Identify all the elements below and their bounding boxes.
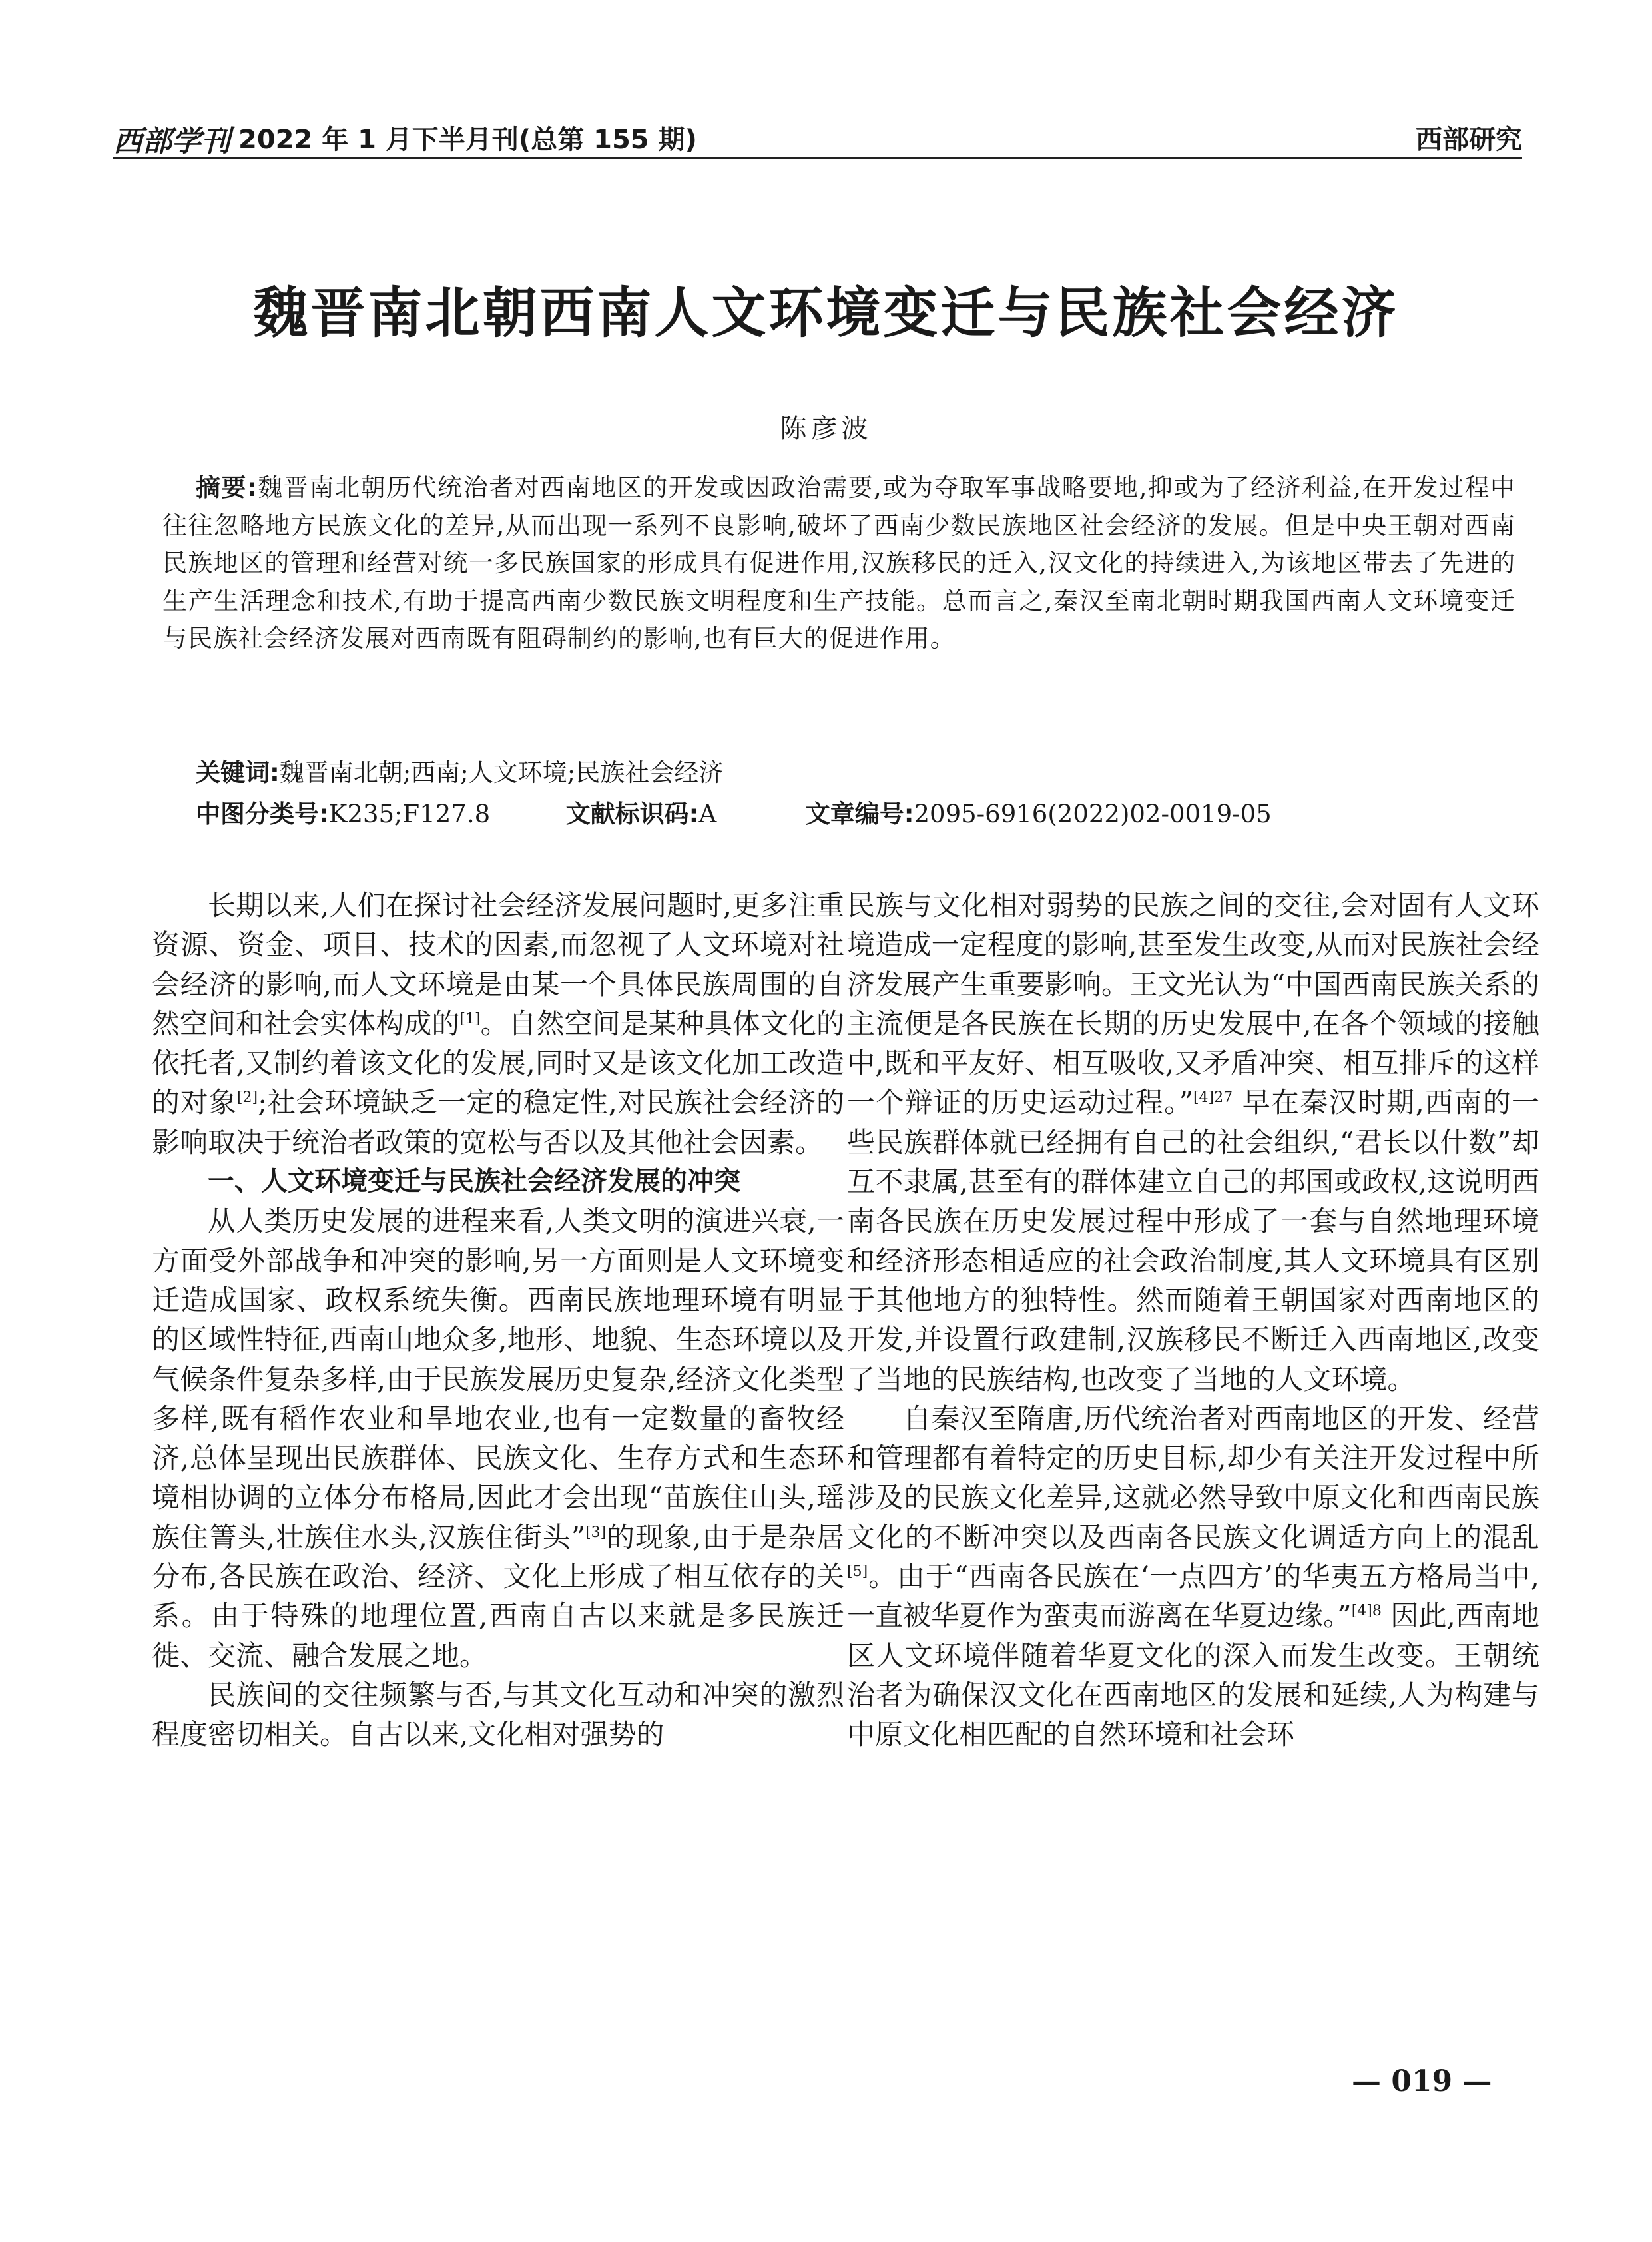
article-number-label: 文章编号: [805, 800, 914, 828]
author-name: 陈彦波 [780, 414, 872, 444]
citation: [4]27 [1193, 1089, 1233, 1107]
keywords [196, 752, 723, 788]
clc-label: 中图分类号: [196, 800, 329, 828]
doc-code-label: 文献标识码: [565, 800, 699, 828]
citation: [2] [236, 1089, 258, 1107]
running-header [113, 113, 1522, 159]
article-title: 魏晋南北朝西南人文环境变迁与民族社会经济 [253, 281, 1399, 345]
citation: [4]8 [1351, 1603, 1382, 1620]
citation: [3] [585, 1524, 607, 1541]
abstract [162, 469, 1515, 658]
paragraph: 民族间的交往频繁与否,与其文化互动和冲突的激烈程度密切相关。自古以来,文化相对强势的 [152, 1678, 844, 1751]
keywords-text: 魏晋南北朝;西南;人文环境;民族社会经济 [279, 758, 724, 787]
keywords-label: 关键词: [196, 758, 280, 787]
clc-value: K235;F127.8 [328, 800, 491, 828]
paragraph: 民族与文化相对弱势的民族之间的交往,会对固有人文环境造成一定程度的影响,甚至发生改变,从而对民族社会经济发展产生重要影响。王文光认为“中国西南民族关系的主流便是各民族在长期的历史发展中,在各个领域的接触中,既和平友好、相互吸收,又矛盾冲突、相互排斥的这样一个辩证的历史运动过程。”$^{[4]27}$ 早在秦汉时期,西南的一些民族群体就已经拥有自己的社会组织,“君长以什数”却互不隶属,甚至有的群体建立自己的邦国或政权,这说明西南各民族在历史发展过程中形成了一套与自然地理环境和经济形态相适应的社会政治制度,其人文环境具有区别于其他地方的独特性。然而随着王朝国家对西南地区的开发,并设置行政建制,汉族移民不断迁入西南地区,改变了当地的民族结构,也改变了当地的人文环境。 [847, 889, 1539, 1396]
page-number: — 019 — [1352, 2064, 1492, 2098]
paragraph: 长期以来,人们在探讨社会经济发展问题时,更多注重资源、资金、项目、技术的因素,而忽视了人文环境对社会经济的影响,而人文环境是由某一个具体民族周围的自然空间和社会实体构成的[1]。自然空间是某种具体文化的依托者,又制约着该文化的发展,同时又是该文化加工改造的对象[2];社会环境缺乏一定的稳定性,对民族社会经济的影响取决于统治者政策的宽松与否以及其他社会因素。 [152, 889, 844, 1159]
abstract-text: 魏晋南北朝历代统治者对西南地区的开发或因政治需要,或为夺取军事战略要地,抑或为了经济利益,在开发过程中往往忽略地方民族文化的差异,从而出现一系列不良影响,破坏了西南少数民族地区社会经济的发展。但是中央王朝对西南民族地区的管理和经营对统一多民族国家的形成具有促进作用,汉族移民的迁入,汉文化的持续进入,为该地区带去了先进的生产生活理念和技术,有助于提高西南少数民族文明程度和生产技能。总而言之,秦汉至南北朝时期我国西南人文环境变迁与民族社会经济发展对西南既有阻碍制约的影响,也有巨大的促进作用。 [162, 473, 1516, 653]
section-heading: 一、人文环境变迁与民族社会经济发展的冲突 [208, 1166, 740, 1197]
section-name: 西部研究 [1416, 125, 1522, 155]
paragraph: 从人类历史发展的进程来看,人类文明的演进兴衰,一方面受外部战争和冲突的影响,另一方面则是人文环境变迁造成国家、政权系统失衡。西南民族地理环境有明显的区域性特征,西南山地众多,地形、地貌、生态环境以及气候条件复杂多样,由于民族发展历史复杂,经济文化类型多样,既有稻作农业和旱地农业,也有一定数量的畜牧经济,总体呈现出民族群体、民族文化、生存方式和生态环境相协调的立体分布格局,因此才会出现“苗族住山头,瑶族住箐头,壮族住水头,汉族住街头”[3]的现象,由于是杂居分布,各民族在政治、经济、文化上形成了相互依存的关系。由于特殊的地理位置,西南自古以来就是多民族迁徙、交流、融合发展之地。 [152, 1205, 844, 1672]
citation: [1] [459, 1010, 481, 1027]
doc-code-value: A [698, 800, 717, 828]
abstract-label: 摘要: [196, 473, 258, 502]
paragraph: 自秦汉至隋唐,历代统治者对西南地区的开发、经营和管理都有着特定的历史目标,却少有关注开发过程中所涉及的民族文化差异,这就必然导致中原文化和西南民族文化的不断冲突以及西南各民族文化调适方向上的混乱[5]。由于“西南各民族在‘一点四方’的华夷五方格局当中,一直被华夏作为蛮夷而游离在华夏边缘。”$^{[4]8}$ 因此,西南地区人文环境伴随着华夏文化的深入而发生改变。王朝统治者为确保汉文化在西南地区的发展和延续,人为构建与中原文化相匹配的自然环境和社会环 [847, 1402, 1540, 1751]
journal-name: 西部学刊 [113, 125, 230, 158]
citation: [5] [847, 1563, 868, 1581]
classification-line [196, 794, 1272, 830]
left-column [152, 886, 844, 1755]
right-column [847, 886, 1539, 1755]
article-number-value: 2095-6916(2022)02-0019-05 [914, 800, 1272, 828]
issue-info: 2022 年 1 月下半月刊(总第 155 期) [238, 125, 697, 155]
